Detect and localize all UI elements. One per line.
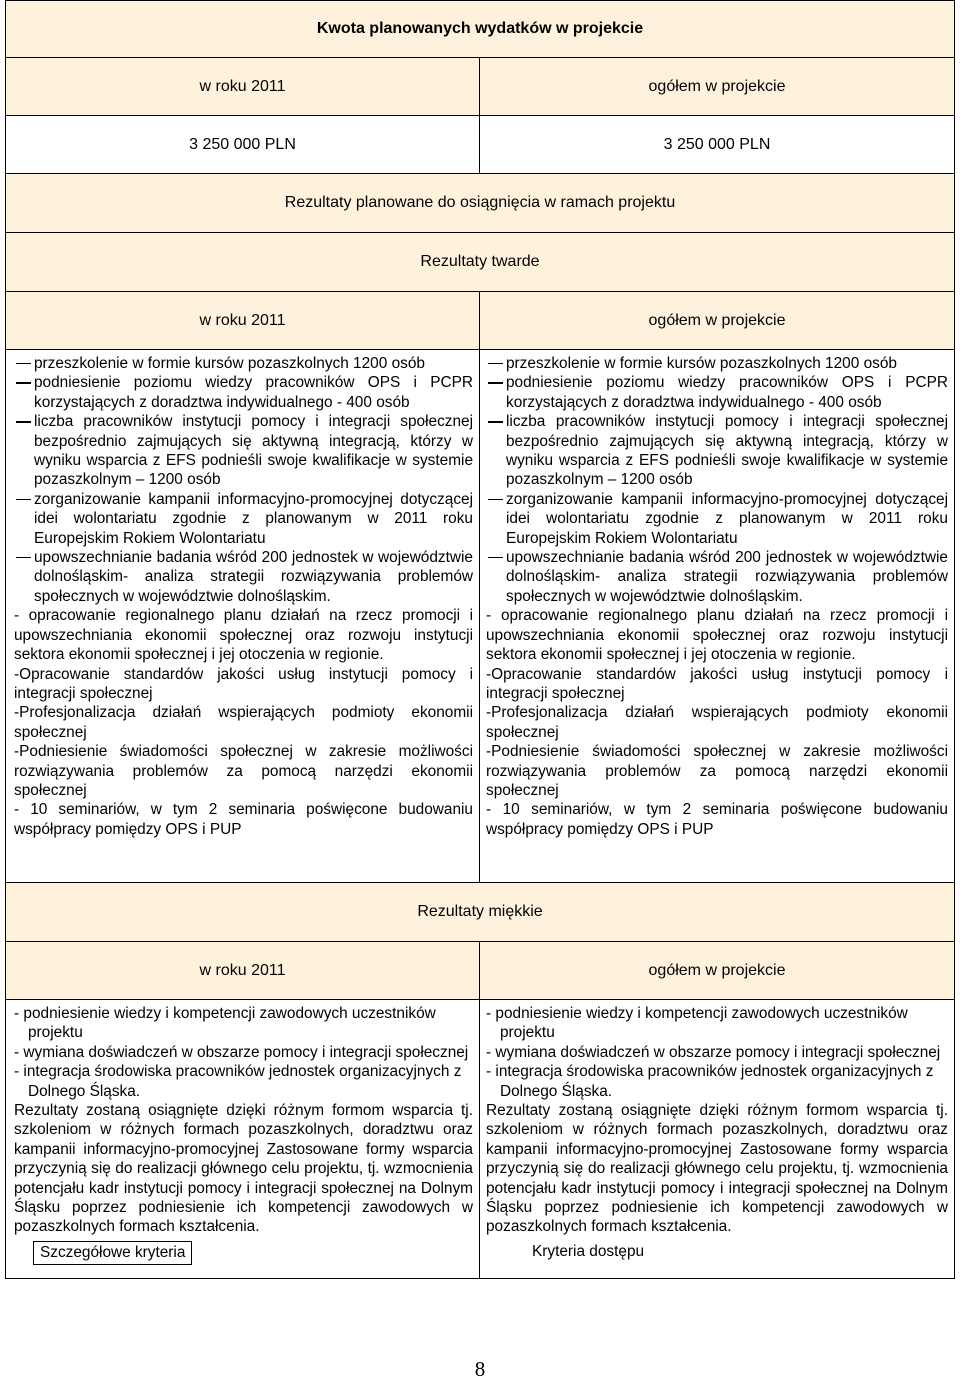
soft-list-item: - podniesienie wiedzy i kompetencji zawodowych uczestników projektu [486, 1005, 908, 1042]
soft-paragraph: Rezultaty zostaną osiągnięte dzięki różnym formom wsparcia tj. szkoleniom w różnych formach pozaszkolnych, doradztwu oraz kampanii informacyjno-promocyjnej Zastosowane formy wsparcia przyczynią się do realizacji głównego celu projektu, tj. wzmocnienia potencjału kadr instytucji pomocy i integracji społecznej na Dolnym Śląsku poprzez podniesienie ich kompetencji zawodowych w pozaszkolnych formach kształcenia. [14, 1102, 473, 1236]
expenditure-title-text: Kwota planowanych wydatków w projekcie [316, 20, 644, 37]
hard-hyphen-item: -Opracowanie standardów jakości usług instytucji pomocy i integracji społecznej [486, 665, 948, 702]
hard-year-header: w roku 2011 [6, 292, 480, 349]
period-total-header: ogółem w projekcie [648, 77, 786, 95]
hard-total-header: ogółem w projekcie [648, 311, 786, 329]
soft-list-item-text: podniesienie wiedzy i kompetencji zawodowych uczestników projektu [23, 1005, 436, 1042]
hard-hyphen-item: -Podniesienie świadomości społecznej w zakresie możliwości rozwiązywania problemów za pomocą narzędzi ekonomii społecznej [14, 743, 473, 799]
soft-results-total-col [480, 1000, 954, 1278]
amount-year: 3 250 000 PLN [6, 116, 480, 173]
hard-dash-item: upowszechnianie badania wśród 200 jednostek w województwie dolnośląskim- analiza strategii rozwiązywania problemów społecznych w województwie dolnośląskim. [486, 548, 948, 606]
detailed-criteria-label: Szczegółowe kryteria [33, 1241, 192, 1265]
soft-list-item-text: wymiana doświadczeń w obszarze pomocy i integracji społecznej [23, 1043, 469, 1061]
soft-list-item: - wymiana doświadczeń w obszarze pomocy i integracji społecznej [14, 1043, 469, 1061]
planned-expenditure-table [5, 0, 955, 1279]
hard-dash-item: liczba pracowników instytucji pomocy i integracji społecznej bezpośrednio zajmujących się aktywną integracją, którzy w wyniku wsparcia z EFS podnieśli swoje kwalifikacje w systemie pozaszkolnym – 1200 osób [486, 412, 948, 490]
footer-label-wrap [14, 1241, 473, 1265]
hard-results-header-row [5, 292, 955, 350]
hard-results-title-text: Rezultaty twarde [420, 253, 540, 270]
soft-list-item: - podniesienie wiedzy i kompetencji zawodowych uczestników projektu [14, 1005, 436, 1042]
hard-dash-item: zorganizowanie kampanii informacyjno-promocyjnej dotyczącej idei wolontariatu zgodnie z planowanym w 2011 roku Europejskim Rokiem Wolontariatu [486, 490, 948, 548]
soft-paragraph: Rezultaty zostaną osiągnięte dzięki różnym formom wsparcia tj. szkoleniom w różnych formach pozaszkolnych, doradztwu oraz kampanii informacyjno-promocyjnej Zastosowane formy wsparcia przyczynią się do realizacji głównego celu projektu, tj. wzmocnienia potencjału kadr instytucji pomocy i integracji społecznej na Dolnym Śląsku poprzez podniesienie ich kompetencji zawodowych w pozaszkolnych formach kształcenia. [486, 1102, 948, 1236]
hard-dash-item: przeszkolenie w formie kursów pozaszkolnych 1200 osób [14, 354, 473, 373]
hard-results-title [5, 233, 955, 292]
hard-results-total-col [480, 350, 954, 882]
soft-total-header: ogółem w projekcie [648, 961, 786, 979]
footer-label-wrap [486, 1241, 948, 1263]
soft-list-item-text: integracja środowiska pracowników jednostek organizacyjnych z Dolnego Śląska. [23, 1063, 462, 1100]
hard-hyphen-item: - 10 seminariów, w tym 2 seminaria poświęcone budowaniu współpracy pomiędzy OPS i PUP [14, 801, 473, 838]
soft-results-content-row [5, 1000, 955, 1279]
soft-list-item-text: podniesienie wiedzy i kompetencji zawodowych uczestników projektu [495, 1005, 908, 1042]
soft-list-item-text: integracja środowiska pracowników jednostek organizacyjnych z Dolnego Śląska. [495, 1063, 934, 1100]
hard-dash-item: podniesienie poziomu wiedzy pracowników OPS i PCPR korzystających z doradztwa indywidualnego - 400 osób [14, 373, 473, 412]
hard-dash-item: przeszkolenie w formie kursów pozaszkolnych 1200 osób [486, 354, 948, 373]
hard-hyphen-item: -Profesjonalizacja działań wspierających podmioty ekonomii społecznej [486, 704, 948, 741]
access-criteria-label: Kryteria dostępu [532, 1242, 645, 1260]
hard-hyphen-item: - opracowanie regionalnego planu działań na rzecz promocji i upowszechniania ekonomii społecznej oraz rozwoju instytucji sektora ekonomii społecznej i jej otoczenia w regionie. [14, 607, 473, 664]
hard-hyphen-item: -Opracowanie standardów jakości usług instytucji pomocy i integracji społecznej [14, 665, 473, 702]
hard-dash-item: zorganizowanie kampanii informacyjno-promocyjnej dotyczącej idei wolontariatu zgodnie z planowanym w 2011 roku Europejskim Rokiem Wolontariatu [14, 490, 473, 548]
hard-hyphen-item: -Profesjonalizacja działań wspierających podmioty ekonomii społecznej [14, 704, 473, 741]
hard-hyphen-item: - opracowanie regionalnego planu działań na rzecz promocji i upowszechniania ekonomii społecznej oraz rozwoju instytucji sektora ekonomii społecznej i jej otoczenia w regionie. [486, 607, 948, 664]
expenditure-title [5, 0, 955, 58]
hard-dash-item: liczba pracowników instytucji pomocy i integracji społecznej bezpośrednio zajmujących się aktywną integracją, którzy w wyniku wsparcia z EFS podnieśli swoje kwalifikacje w systemie pozaszkolnym – 1200 osób [14, 412, 473, 490]
soft-results-year-col [6, 1000, 480, 1278]
hard-hyphen-item: - 10 seminariów, w tym 2 seminaria poświęcone budowaniu współpracy pomiędzy OPS i PUP [486, 801, 948, 838]
soft-list-item: - wymiana doświadczeń w obszarze pomocy i integracji społecznej [486, 1043, 941, 1061]
results-title [5, 174, 955, 233]
hard-results-year-col [6, 350, 480, 882]
soft-results-title-text: Rezultaty miękkie [417, 903, 543, 920]
period-header-row [5, 58, 955, 116]
period-year-header: w roku 2011 [6, 58, 480, 115]
soft-list-item: - integracja środowiska pracowników jednostek organizacyjnych z Dolnego Śląska. [486, 1063, 934, 1100]
soft-results-title [5, 883, 955, 942]
hard-dash-item: upowszechnianie badania wśród 200 jednostek w województwie dolnośląskim- analiza strategii rozwiązywania problemów społecznych w województwie dolnośląskim. [14, 548, 473, 606]
hard-results-content-row [5, 350, 955, 883]
footer-label-left-wrap [14, 1241, 473, 1265]
soft-year-header: w roku 2011 [6, 942, 480, 999]
hard-dash-item: podniesienie poziomu wiedzy pracowników OPS i PCPR korzystających z doradztwa indywidualnego - 400 osób [486, 373, 948, 412]
soft-results-header-row [5, 942, 955, 1000]
page-number: 8 [474, 1357, 486, 1381]
amount-total: 3 250 000 PLN [663, 135, 771, 153]
hard-hyphen-item: -Podniesienie świadomości społecznej w zakresie możliwości rozwiązywania problemów za pomocą narzędzi ekonomii społecznej [486, 743, 948, 799]
amount-row [5, 116, 955, 174]
soft-list-item: - integracja środowiska pracowników jednostek organizacyjnych z Dolnego Śląska. [14, 1063, 462, 1100]
results-title-text: Rezultaty planowane do osiągnięcia w ramach projektu [284, 194, 676, 211]
soft-list-item-text: wymiana doświadczeń w obszarze pomocy i integracji społecznej [495, 1043, 941, 1061]
footer-label-right-wrap [486, 1241, 948, 1263]
